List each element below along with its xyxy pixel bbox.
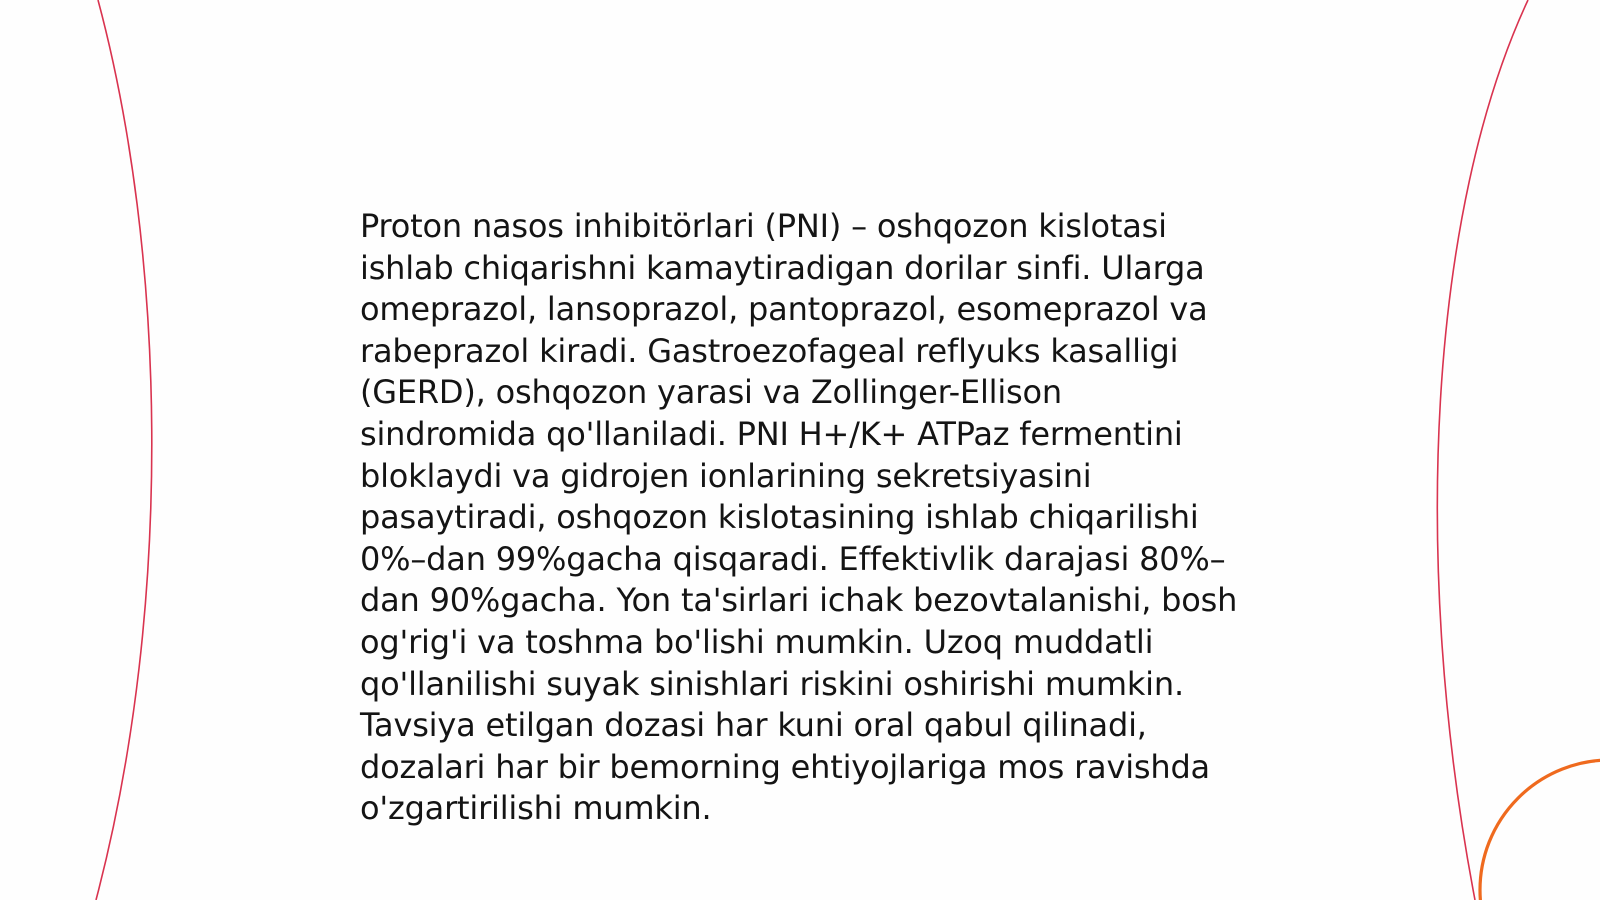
body-paragraph: Proton nasos inhibitörlari (PNI) – oshqozon kislotasi ishlab chiqarishni kamaytiradigan dorilar sinfi. Ularga omeprazol, lansoprazol, pantoprazol, esomeprazol va rabeprazol kiradi. Gastroezofageal reflyuks kasalligi (GERD), oshqozon yarasi va Zollinger-Ellison sindromida qo'llaniladi. PNI H+/K+ ATPaz fermentini bloklaydi va gidrojen ionlarining sekretsiyasini pasaytiradi, oshqozon kislotasining ishlab chiqarilishi 0%–dan 99%gacha qisqaradi. Effektivlik darajasi 80%–dan 90%gacha. Yon ta'sirlari ichak bezovtalanishi, bosh og'rig'i va toshma bo'lishi mumkin. Uzoq muddatli qo'llanilishi suyak sinishlari riskini oshirishi mumkin. Tavsiya etilgan dozasi har kuni oral qabul qilinadi, dozalari har bir bemorning ehtiyojlariga mos ravishda o'zgartirilishi mumkin. xyxy=(360,207,1238,828)
left-red-arc xyxy=(96,0,152,900)
right-red-arc xyxy=(1437,0,1528,900)
orange-circle-arc xyxy=(1480,760,1600,900)
